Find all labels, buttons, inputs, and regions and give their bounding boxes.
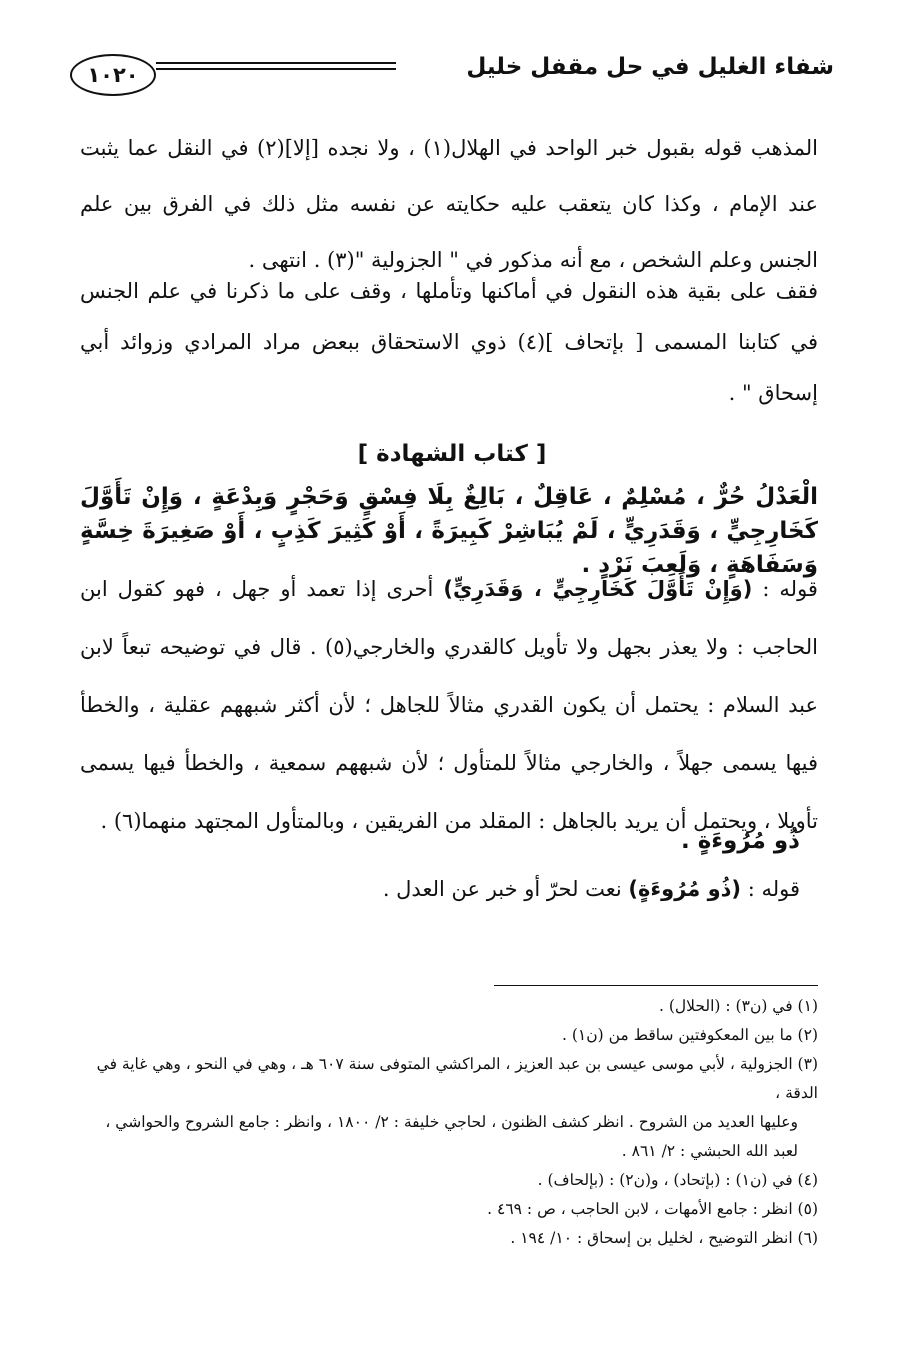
header-rule: [156, 62, 396, 76]
footnote: (١) في (ن٣) : (الحلال) .: [658, 997, 818, 1015]
quoted-matn: (وَإِنْ تَأَوَّلَ كَخَارِجِيٍّ ، وَقَدَرِيٍّ): [443, 577, 753, 601]
quoted-matn-2: (ذُو مُرُوءَةٍ): [628, 877, 742, 901]
footnote: (٥) انظر : جامع الأمهات ، لابن الحاجب ، ص : ٤٦٩ .: [487, 1200, 818, 1218]
page-number: ١٠٢٠: [70, 54, 156, 96]
footnote: (٢) ما بين المعكوفتين ساقط من (ن١) .: [561, 1026, 818, 1044]
book-title: شفاء الغليل في حل مقفل خليل: [466, 54, 834, 80]
commentary-lead-2: قوله :: [741, 877, 800, 901]
matn-text: الْعَدْلُ حُرٌّ ، مُسْلِمٌ ، عَاقِلٌ ، بَالِغٌ بِلَا فِسْقٍ وَحَجْرٍ وَبِدْعَةٍ ، وَإِنْ تَأَوَّلَ كَخَارِجِيٍّ ، وَقَدَرِيٍّ ، لَمْ يُبَاشِرْ كَبِيرَةً ، أَوْ كَثِيرَ كَذِبٍ ، أَوْ صَغِيرَةَ خِسَّةٍ وَسَفَاهَةٍ ، وَلَعِبَ نَرْدٍ .: [80, 484, 818, 578]
commentary-body-2: نعت لحرّ أو خبر عن العدل .: [382, 877, 629, 901]
commentary-lead: قوله :: [752, 577, 818, 601]
section-heading: [ كتاب الشهادة ]: [357, 441, 547, 467]
footnote-rule: [494, 985, 818, 986]
commentary-paragraph-2: [383, 866, 800, 912]
paragraph-1: المذهب قوله بقبول خبر الواحد في الهلال(١) ، ولا نجده [إلا](٢) في النقل عما يثبت عند الإمام ، وكذا كان يتعقب عليه حكايته عن نفسه مثل ذلك في الفرق بين علم الجنس وعلم الشخص ، مع أنه مذكور في " الجزولية "(٣) . انتهى .: [80, 136, 818, 272]
footnote-continuation: وعليها العديد من الشروح . انظر كشف الظنون ، لحاجي خليفة : ٢/ ١٨٠٠ ، وانظر : جامع الشروح والحواشي ،: [105, 1113, 798, 1131]
paragraph-2: فقف على بقية هذه النقول في أماكنها وتأملها ، وقف على ما ذكرنا في علم الجنس في كتابنا المسمى [ بإتحاف ](٤) ذوي الاستحقاق ببعض مراد المرادي وزوائد أبي إسحاق " .: [80, 279, 819, 405]
footnote: (٤) في (ن١) : (بإتحاد) ، و(ن٢) : (بإلحاف) .: [537, 1171, 818, 1189]
footnote: (٦) انظر التوضيح ، لخليل بن إسحاق : ١٠/ ١٩٤ .: [510, 1229, 818, 1247]
commentary-body: أحرى إذا تعمد أو جهل ، فهو كقول ابن الحاجب : ولا يعذر بجهل ولا تأويل كالقدري والخارجي(٥) . قال في توضيحه تبعاً لابن عبد السلام : يحتمل أن يكون القدري مثالاً للجاهل ؛ لأن أكثر شبههم عقلية ، والخطأ فيها يسمى جهلاً ، والخارجي مثالاً للمتأول ؛ لأن شبههم سمعية ، والخطأ فيها يسمى تأويلا ، ويحتمل أن يريد بالجاهل : المقلد من الفريقين ، وبالمتأول المجتهد منهما(٦) .: [80, 577, 819, 833]
commentary-paragraph: [80, 560, 818, 850]
footnotes: [80, 992, 818, 1253]
running-header: [70, 48, 834, 108]
footnote: (٣) الجزولية ، لأبي موسى عيسى بن عبد العزيز ، المراكشي المتوفى سنة ٦٠٧ هـ ، وهي في النحو ، وهي غاية في الدقة ،: [96, 1055, 818, 1102]
footnote-continuation: لعبد الله الحبشي : ٢/ ٨٦١ .: [621, 1142, 798, 1160]
matn-text-2: ذُو مُرُوءَةٍ .: [680, 828, 800, 854]
